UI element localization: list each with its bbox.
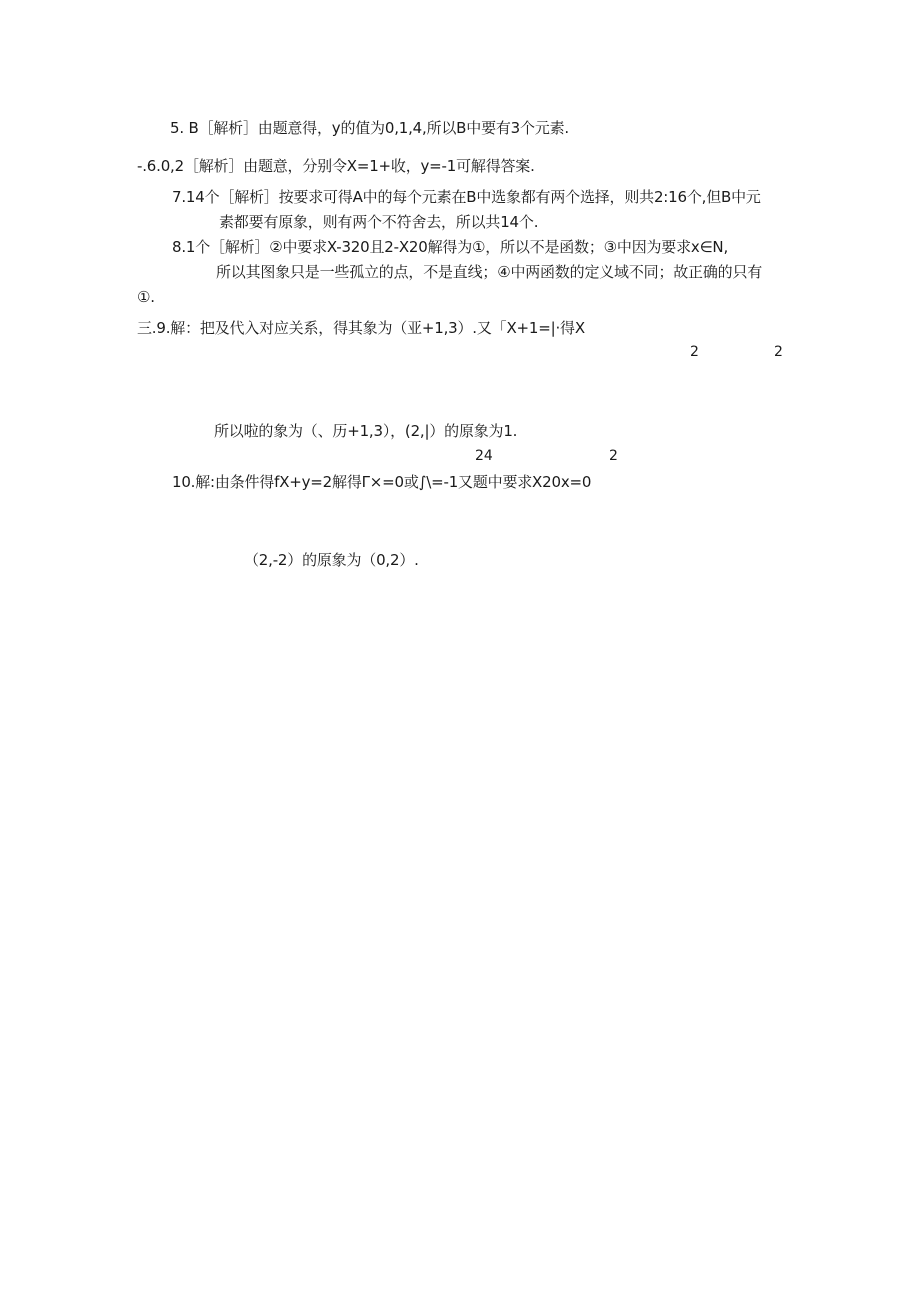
answer-9-line-2: 所以啦的象为（、历+1,3），(2,|）的原象为1.: [214, 422, 518, 440]
answer-9-subscript-2: 2: [774, 344, 783, 360]
answer-5: 5. B［解析］由题意得，y的值为0,1,4,所以B中要有3个元素.: [170, 119, 569, 137]
answer-9-line-1: 三.9.解：把及代入对应关系，得其象为（亚+1,3）.又「X+1=|·得X: [137, 319, 585, 337]
answer-9-subscript-3: 24: [475, 448, 493, 464]
answer-8-line-3: ①.: [137, 288, 155, 306]
answer-10-line-2: （2,-2）的原象为（0,2）.: [244, 551, 419, 569]
answer-6: -.6.0,2［解析］由题意，分别令X=1+收，y=-1可解得答案.: [137, 157, 535, 175]
answer-8-line-1: 8.1个［解析］②中要求X-320且2-X20解得为①，所以不是函数；③中因为要求x∈N,: [172, 238, 729, 256]
answer-10-line-1: 10.解:由条件得fX+y=2解得Γ×=0或∫\=-1又题中要求X20x=0: [172, 473, 592, 491]
answer-9-subscript-1: 2: [690, 344, 699, 360]
answer-8-line-2: 所以其图象只是一些孤立的点，不是直线；④中两函数的定义域不同；故正确的只有: [216, 263, 763, 281]
answer-7-line-2: 素都要有原象，则有两个不符舍去，所以共14个.: [219, 213, 539, 231]
answer-9-subscript-4: 2: [609, 448, 618, 464]
answer-7-line-1: 7.14个［解析］按要求可得A中的每个元素在B中选象都有两个选择，则共2:16个,但B中元: [172, 188, 761, 206]
